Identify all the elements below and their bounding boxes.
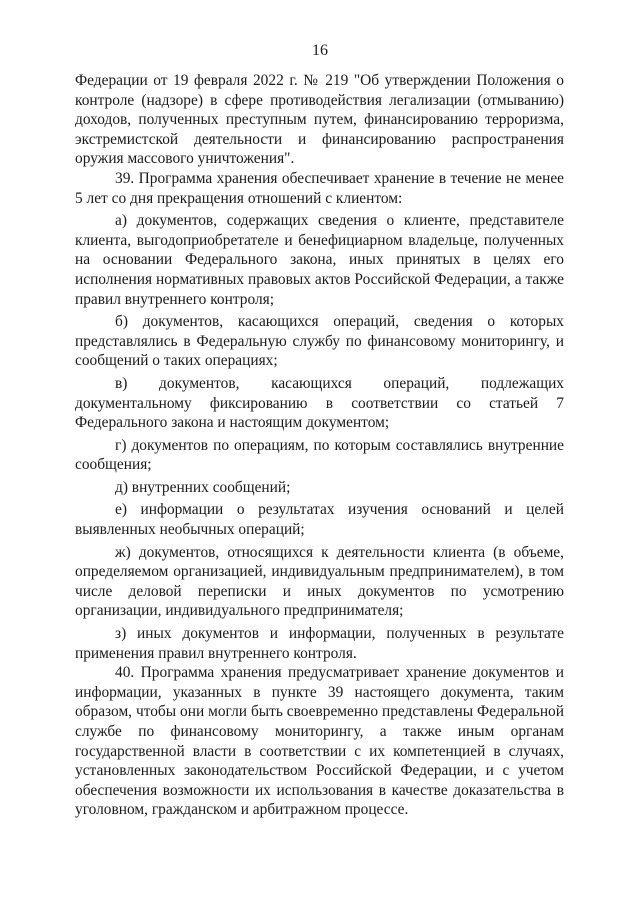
paragraph-item-39-d: д) внутренних сообщений;: [115, 478, 291, 496]
paragraph-item-39-b: б) документов, касающихся операций, сведения о которых представлялись в Федеральную службу по финансовому мониторингу, и сообщений о таких операциях;: [75, 313, 564, 370]
document-body: [75, 71, 564, 820]
paragraph-item-39-v: в) документов, касающихся операций, подлежащих документальному фиксированию в соответствии со статьей 7 Федерального закона и настоящим документом;: [75, 374, 564, 432]
page-number: 16: [312, 42, 328, 59]
paragraph-item-39-z: з) иных документов и информации, полученных в результате применения правил внутреннего контроля.: [75, 625, 564, 662]
paragraph-item-39-a: а) документов, содержащих сведения о клиенте, представителе клиента, выгодоприобретателе и бенефициарном владельце, полученных на основании Федерального закона, иных принятых в целях его исполнения нормативных правовых актов Российской Федерации, а также правил внутреннего контроля;: [75, 212, 564, 308]
paragraph-item-39-e: е) информации о результатах изучения оснований и целей выявленных необычных операций;: [75, 501, 564, 539]
paragraph-item-39-zh: ж) документов, относящихся к деятельности клиента (в объеме, определяемом организацией, индивидуальным предпринимателем), в том числе деловой переписки и иных документов по усмотрению организации, индивидуального предпринимателя;: [75, 543, 564, 620]
paragraph-item-40: 40. Программа хранения предусматривает хранение документов и информации, указанных в пункте 39 настоящего документа, таким образом, чтобы они могли быть своевременно представлены Федеральной службе по финансовому мониторингу, а также иным органам государственной власти в соответствии с их компетенцией в случаях, установленных законодательством Российской Федерации, и с учетом обеспечения возможности их использования в качестве доказательства в уголовном, гражданском и арбитражном процессе.: [75, 664, 564, 819]
paragraph-item-39-g: г) документов по операциям, по которым составлялись внутренние сообщения;: [75, 436, 564, 474]
paragraph-item-39: 39. Программа хранения обеспечивает хранение в течение не менее 5 лет со дня прекращения отношений с клиентом:: [75, 169, 564, 207]
paragraph-continuation: Федерации от 19 февраля 2022 г. № 219 "Об утверждении Положения о контроле (надзоре) в сфере противодействия легализации (отмыванию) доходов, полученных преступным путем, финансированию терроризма, экстремистской деятельности и финансированию распространения оружия массового уничтожения".: [75, 72, 564, 168]
